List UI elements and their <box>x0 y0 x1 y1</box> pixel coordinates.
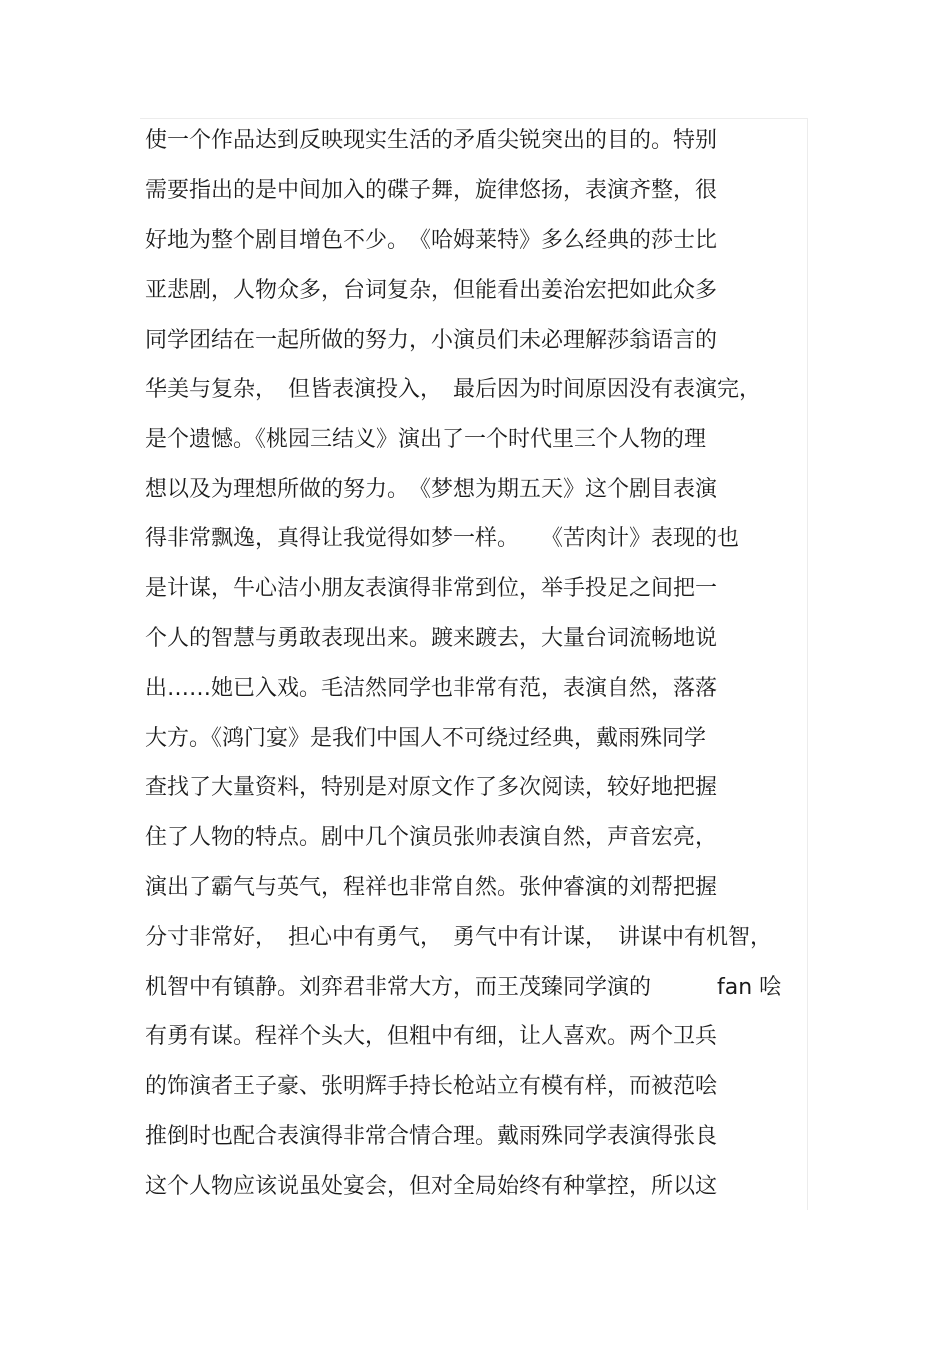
text-line: 亚悲剧，人物众多，台词复杂，但能看出姜治宏把如此众多 <box>145 278 718 303</box>
text-line: 华美与复杂， 但皆表演投入， 最后因为时间原因没有表演完， <box>145 377 762 402</box>
text-line: 是计谋，牛心洁小朋友表演得非常到位，举手投足之间把一 <box>145 576 718 601</box>
text-line: 的饰演者王子豪、张明辉手持长枪站立有模有样，而被范哙 <box>145 1074 718 1099</box>
text-line: 好地为整个剧目增色不少。 《哈姆莱特》多么经典的莎士比 <box>145 228 718 253</box>
text-line: 得非常飘逸，真得让我觉得如梦一样。 《苦肉计》表现的也 <box>145 526 740 551</box>
text-line: 这个人物应该说虽处宴会，但对全局始终有种掌控，所以这 <box>145 1174 718 1199</box>
text-line: 想以及为理想所做的努力。 《梦想为期五天》这个剧目表演 <box>145 477 718 502</box>
text-line: 大方。《鸿门宴》是我们中国人不可绕过经典，戴雨殊同学 <box>145 726 707 751</box>
text-line: 个人的智慧与勇敢表现出来。踱来踱去，大量台词流畅地说 <box>145 626 718 651</box>
text-line: 查找了大量资料，特别是对原文作了多次阅读，较好地把握 <box>145 775 718 800</box>
text-line: 分寸非常好， 担心中有勇气， 勇气中有计谋， 讲谋中有机智， <box>145 925 773 950</box>
text-line: 推倒时也配合表演得非常合情合理。戴雨殊同学表演得张良 <box>145 1124 718 1149</box>
text-line: 使一个作品达到反映现实生活的矛盾尖锐突出的目的。特别 <box>145 128 718 153</box>
text-line: 出……她已入戏。毛洁然同学也非常有范，表演自然，落落 <box>145 676 718 701</box>
text-line: 演出了霸气与英气，程祥也非常自然。张仲睿演的刘帮把握 <box>145 875 718 900</box>
text-line: 机智中有镇静。刘弈君非常大方，而王茂臻同学演的 fan 哙 <box>145 975 782 1000</box>
text-line: 需要指出的是中间加入的碟子舞，旋律悠扬，表演齐整，很 <box>145 178 718 203</box>
text-line: 有勇有谋。程祥个头大，但粗中有细，让人喜欢。两个卫兵 <box>145 1024 718 1049</box>
text-line: 住了人物的特点。剧中几个演员张帅表演自然，声音宏亮， <box>145 825 718 850</box>
text-line: 是个遗憾。《桃园三结义》演出了一个时代里三个人物的理 <box>145 427 707 452</box>
text-line: 同学团结在一起所做的努力，小演员们未必理解莎翁语言的 <box>145 328 718 353</box>
